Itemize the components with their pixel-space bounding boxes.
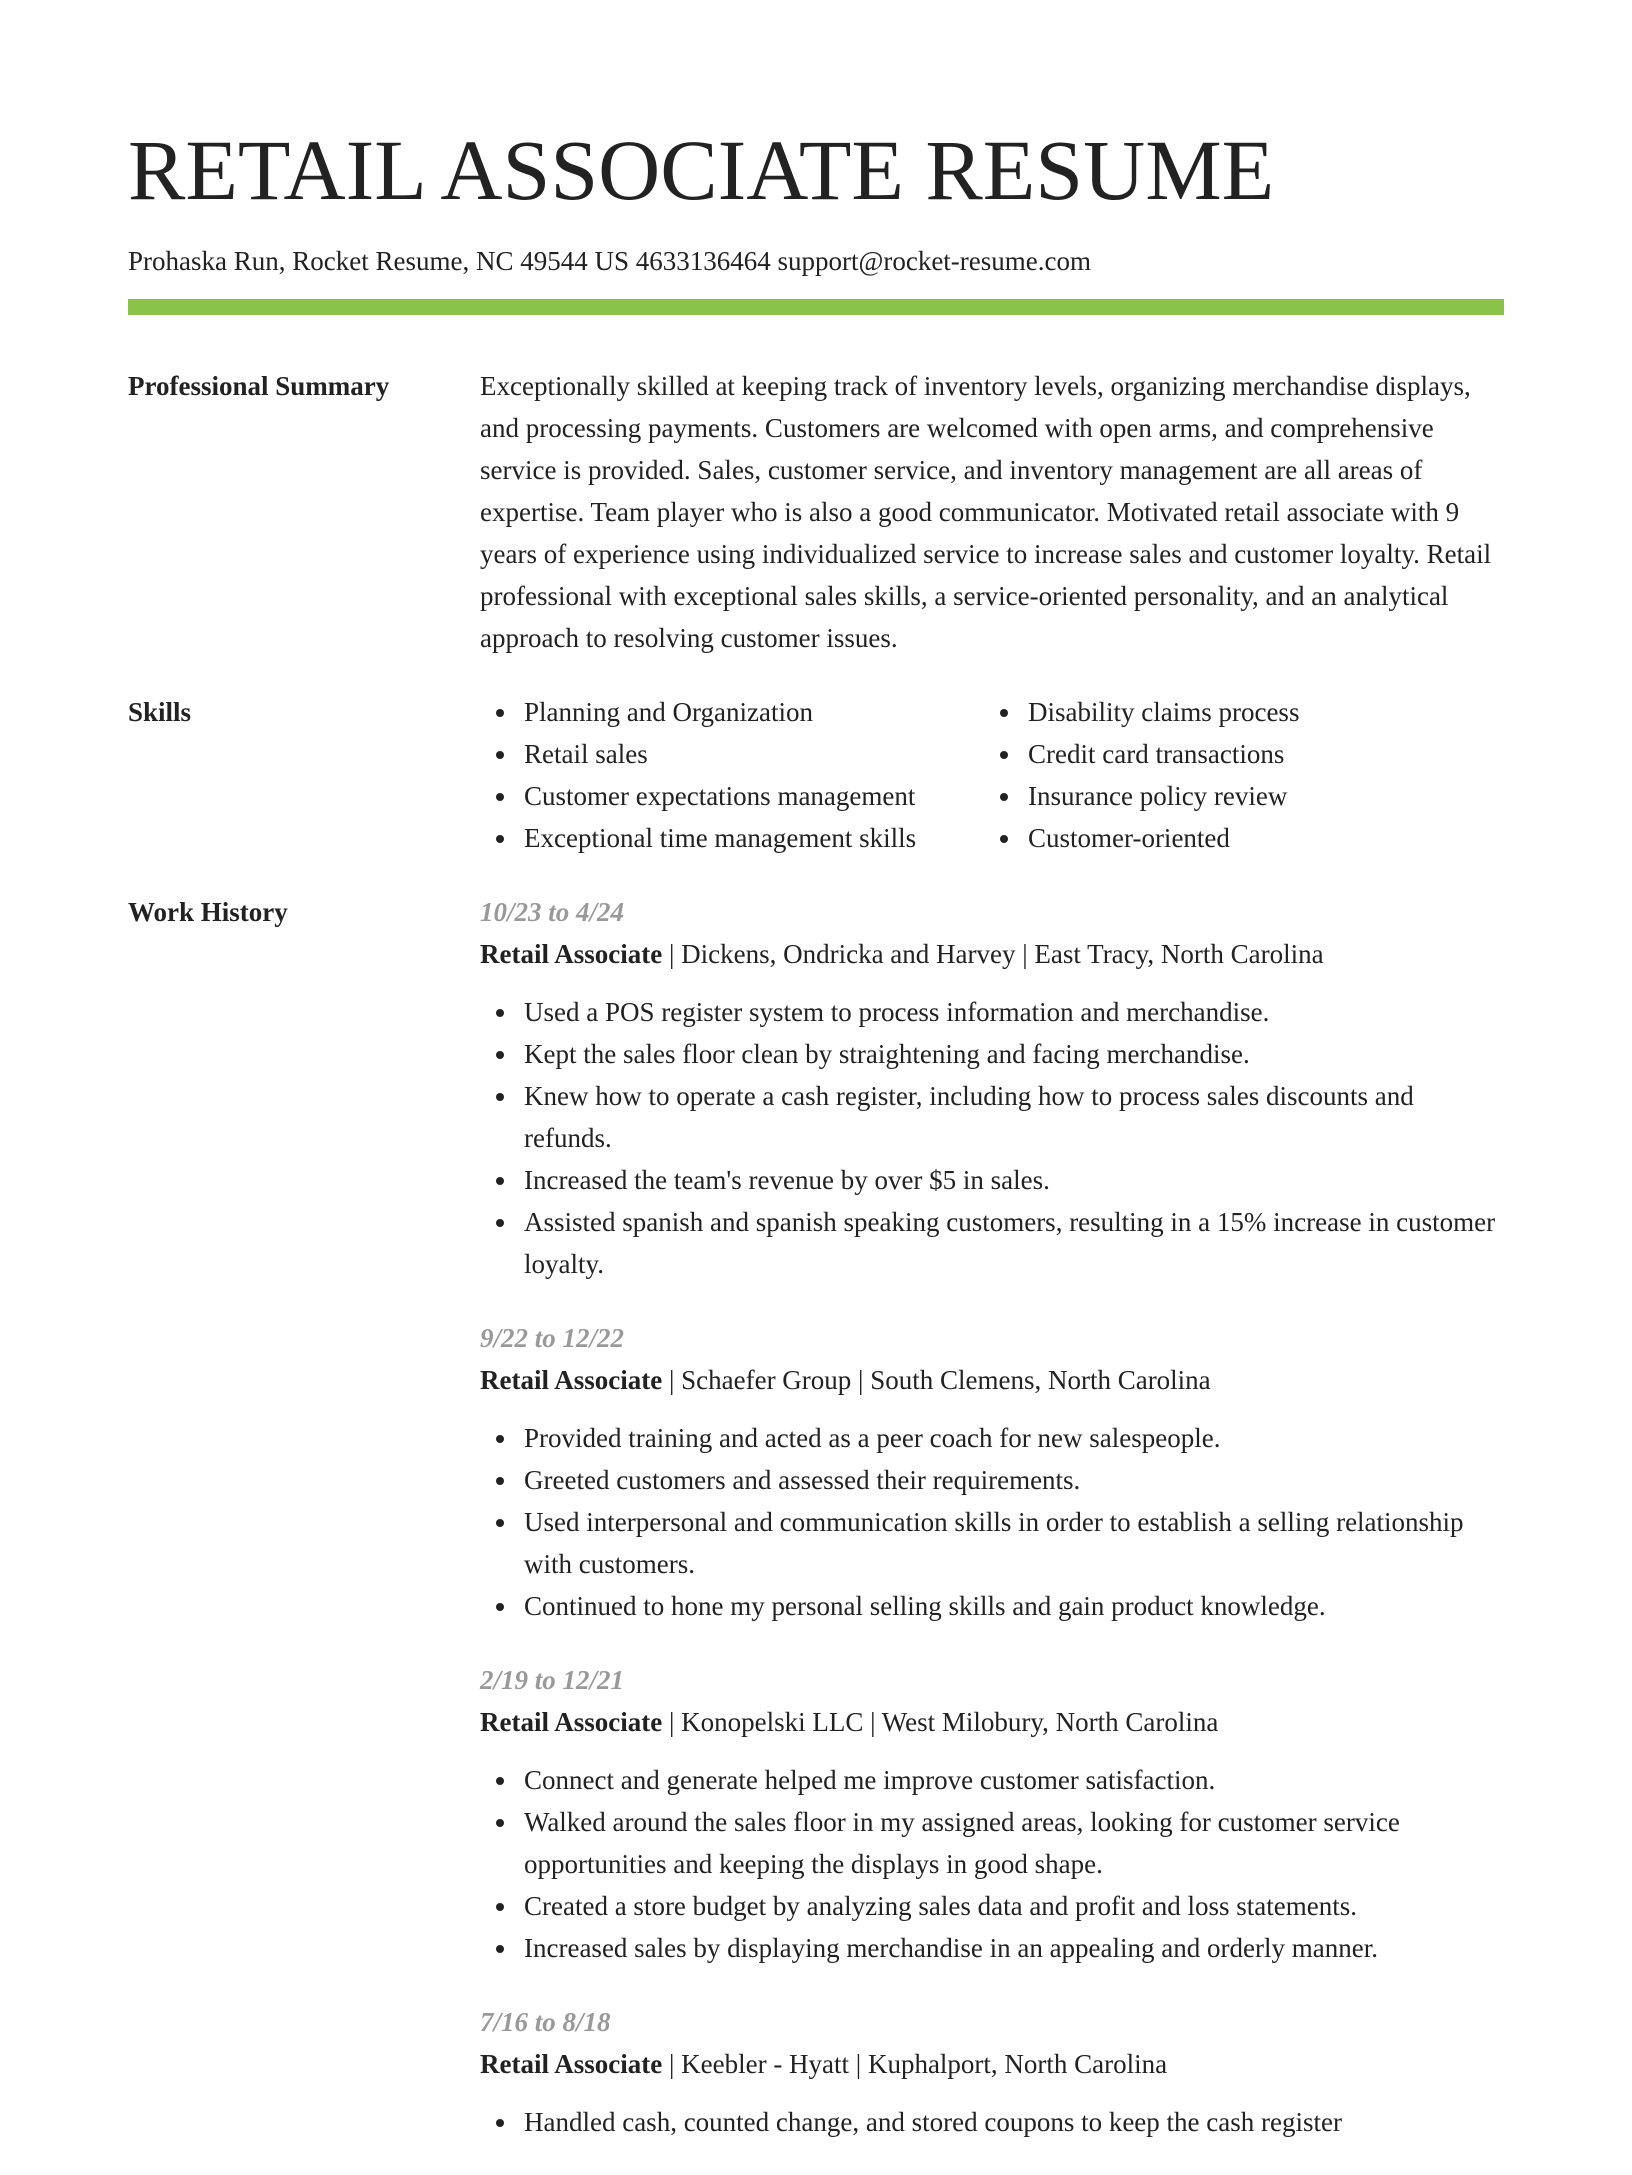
job-heading — [480, 2043, 1504, 2085]
job-entry — [480, 2001, 1504, 2143]
job-bullets — [480, 2101, 1504, 2143]
summary-text: Exceptionally skilled at keeping track of inventory levels, organizing merchandise displays, and processing payments. Customers are welcomed with open arms, and comprehensive service is provided. Sales, customer service, and inventory management are all areas of expertise. Team player who is also a good communicator. Motivated retail associate with 9 years of experience using individualized service to increase sales and customer loyalty. Retail professional with exceptional sales skills, a service-oriented personality, and an analytical approach to resolving customer issues. — [480, 371, 1492, 653]
skill-item: Exceptional time management skills — [524, 817, 984, 859]
job-heading — [480, 1701, 1504, 1743]
job-entry — [480, 1659, 1504, 1969]
job-bullet: Greeted customers and assessed their requirements. — [524, 1459, 1504, 1501]
job-title: Retail Associate — [480, 1365, 663, 1395]
job-bullet: Handled cash, counted change, and stored coupons to keep the cash register — [524, 2101, 1504, 2143]
job-dates: 2/19 to 12/21 — [480, 1665, 625, 1695]
job-bullet: Continued to hone my personal selling skills and gain product knowledge. — [524, 1585, 1504, 1627]
job-bullet: Connect and generate helped me improve customer satisfaction. — [524, 1759, 1504, 1801]
job-bullet: Increased sales by displaying merchandise in an appealing and orderly manner. — [524, 1927, 1504, 1969]
header-divider — [128, 299, 1504, 315]
job-bullet: Walked around the sales floor in my assigned areas, looking for customer service opportunities and keeping the displays in good shape. — [524, 1801, 1504, 1885]
job-bullets — [480, 1759, 1504, 1969]
skill-item: Insurance policy review — [1028, 775, 1299, 817]
skills-column-2 — [984, 691, 1299, 859]
skill-item: Customer-oriented — [1028, 817, 1299, 859]
job-entry — [480, 1317, 1504, 1627]
skills-section — [128, 691, 1504, 859]
job-bullet: Provided training and acted as a peer coach for new salespeople. — [524, 1417, 1504, 1459]
summary-label: Professional Summary — [128, 371, 390, 401]
job-bullets — [480, 991, 1504, 1285]
skills-column-1 — [480, 691, 984, 859]
contact-info: Prohaska Run, Rocket Resume, NC 49544 US 4633136464 support@rocket-resume.com — [128, 246, 1091, 276]
job-title: Retail Associate — [480, 2049, 663, 2079]
job-bullet: Increased the team's revenue by over $5 in sales. — [524, 1159, 1504, 1201]
job-details: | Dickens, Ondricka and Harvey | East Tracy, North Carolina — [662, 939, 1324, 969]
resume-page — [128, 0, 1504, 2175]
skill-item: Customer expectations management — [524, 775, 984, 817]
job-bullet: Used a POS register system to process information and merchandise. — [524, 991, 1504, 1033]
job-dates: 9/22 to 12/22 — [480, 1323, 625, 1353]
job-details: | Keebler - Hyatt | Kuphalport, North Carolina — [662, 2049, 1168, 2079]
skill-item: Credit card transactions — [1028, 733, 1299, 775]
skills-label: Skills — [128, 697, 192, 727]
skills-grid — [480, 691, 1504, 859]
skill-item: Planning and Organization — [524, 691, 984, 733]
work-history-list — [480, 891, 1504, 2175]
job-bullet: Assisted spanish and spanish speaking customers, resulting in a 15% increase in customer loyalty. — [524, 1201, 1504, 1285]
skill-item: Retail sales — [524, 733, 984, 775]
work-history-section — [128, 891, 1504, 2175]
job-bullet: Created a store budget by analyzing sales data and profit and loss statements. — [524, 1885, 1504, 1927]
job-title: Retail Associate — [480, 939, 663, 969]
job-details: | Schaefer Group | South Clemens, North Carolina — [662, 1365, 1211, 1395]
summary-section — [128, 365, 1504, 659]
job-details: | Konopelski LLC | West Milobury, North Carolina — [662, 1707, 1219, 1737]
skill-item: Disability claims process — [1028, 691, 1299, 733]
job-bullet: Knew how to operate a cash register, including how to process sales discounts and refunds. — [524, 1075, 1504, 1159]
job-heading — [480, 933, 1504, 975]
job-bullet: Kept the sales floor clean by straightening and facing merchandise. — [524, 1033, 1504, 1075]
job-dates: 7/16 to 8/18 — [480, 2007, 611, 2037]
work-history-label: Work History — [128, 897, 288, 927]
resume-title: RETAIL ASSOCIATE RESUME — [128, 122, 1275, 218]
job-heading — [480, 1359, 1504, 1401]
job-dates: 10/23 to 4/24 — [480, 897, 625, 927]
job-bullet: Used interpersonal and communication skills in order to establish a selling relationship with customers. — [524, 1501, 1504, 1585]
job-title: Retail Associate — [480, 1707, 663, 1737]
job-entry — [480, 891, 1504, 1285]
job-bullets — [480, 1417, 1504, 1627]
